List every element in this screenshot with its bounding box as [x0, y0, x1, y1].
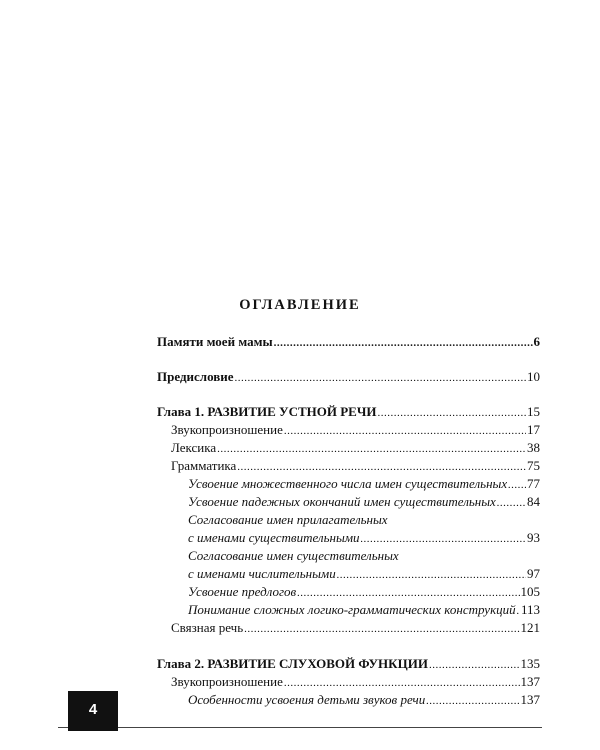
toc-entry-page: 10: [527, 369, 540, 384]
footer-rule: [58, 727, 542, 728]
toc-entry-page: 135: [520, 656, 540, 671]
toc-entry-page: 121: [520, 620, 540, 635]
toc-entry-adjective-agreement[interactable]: [188, 530, 540, 547]
leader-dots: [378, 405, 526, 421]
toc-entry-label: Памяти моей мамы: [157, 334, 273, 349]
toc-entry-chapter-1[interactable]: [157, 404, 540, 421]
toc-entry-page: 6: [533, 334, 540, 349]
leader-dots: [235, 370, 526, 386]
toc-entry-label: Усвоение предлогов: [188, 584, 297, 599]
leader-dots: [426, 693, 519, 709]
page-number: 4: [88, 701, 98, 718]
leader-dots: [284, 675, 520, 691]
leader-dots: [284, 423, 526, 439]
toc-entry-preface[interactable]: [157, 369, 540, 386]
leader-dots: [274, 335, 533, 351]
toc-entry-label: Усвоение множественного числа имен существительных: [188, 476, 508, 491]
toc-entry-sound-pronunciation-2[interactable]: [171, 674, 540, 691]
toc-entry-page: 113: [520, 602, 540, 617]
toc-entry-grammar[interactable]: [171, 458, 540, 475]
toc-entry-numeral-agreement-line1: Согласование имен существительных: [188, 548, 399, 563]
toc-entry-page: 97: [527, 566, 540, 581]
toc-title: ОГЛАВЛЕНИЕ: [239, 297, 361, 313]
leader-dots: [217, 441, 526, 457]
toc-entry-label: Связная речь: [171, 620, 244, 635]
toc-entry-memorial[interactable]: [157, 334, 540, 351]
toc-entry-numeral-agreement[interactable]: [188, 566, 540, 583]
leader-dots: [429, 657, 520, 673]
leader-dots: [497, 495, 526, 511]
toc-entry-plural[interactable]: [188, 476, 540, 493]
toc-entry-page: 17: [527, 422, 540, 437]
toc-entry-complex-constructions[interactable]: [188, 602, 540, 619]
leader-dots: [244, 621, 519, 637]
toc-entry-page: 137: [520, 674, 540, 689]
toc-entry-label: с именами числительными: [188, 566, 336, 581]
toc-entry-page: 105: [520, 584, 540, 599]
leader-dots: [337, 567, 526, 583]
toc-entry-chapter-2[interactable]: [157, 656, 540, 673]
toc-entry-label: Лексика: [171, 440, 217, 455]
leader-dots: [361, 531, 526, 547]
toc-entry-label: Понимание сложных логико-грамматических конструкций: [188, 602, 516, 617]
toc-entry-speech-sounds[interactable]: [188, 692, 540, 709]
toc-entry-page: 77: [527, 476, 540, 491]
toc-entry-label: Предисловие: [157, 369, 234, 384]
toc-entry-page: 137: [520, 692, 540, 707]
toc-entry-page: 93: [527, 530, 540, 545]
toc-entry-label: Звукопроизношение: [171, 674, 283, 689]
toc-entry-sound-pronunciation[interactable]: [171, 422, 540, 439]
toc-entry-page: 15: [527, 404, 540, 419]
toc-entry-prepositions[interactable]: [188, 584, 540, 601]
toc-entry-page: 38: [527, 440, 540, 455]
page-number-box: [68, 691, 118, 731]
toc-entry-label: Глава 2. РАЗВИТИЕ СЛУХОВОЙ ФУНКЦИИ: [157, 656, 428, 671]
toc-entry-case-endings[interactable]: [188, 494, 540, 511]
toc-entry-connected-speech[interactable]: [171, 620, 540, 637]
toc-entry-label: Усвоение падежных окончаний имен существительных: [188, 494, 496, 509]
toc-entry-label: Грамматика: [171, 458, 237, 473]
toc-entry-page: 84: [527, 494, 540, 509]
leader-dots: [237, 459, 526, 475]
leader-dots: [517, 603, 520, 619]
toc-entry-label: Особенности усвоения детьми звуков речи: [188, 692, 426, 707]
toc-entry-label: Звукопроизношение: [171, 422, 283, 437]
toc-entry-adjective-agreement-line1: Согласование имен прилагательных: [188, 512, 388, 527]
toc-entry-label: Глава 1. РАЗВИТИЕ УСТНОЙ РЕЧИ: [157, 404, 377, 419]
toc-entry-page: 75: [527, 458, 540, 473]
leader-dots: [508, 477, 526, 493]
toc-entry-lexicon[interactable]: [171, 440, 540, 457]
toc-entry-label: с именами существительными: [188, 530, 360, 545]
leader-dots: [297, 585, 519, 601]
